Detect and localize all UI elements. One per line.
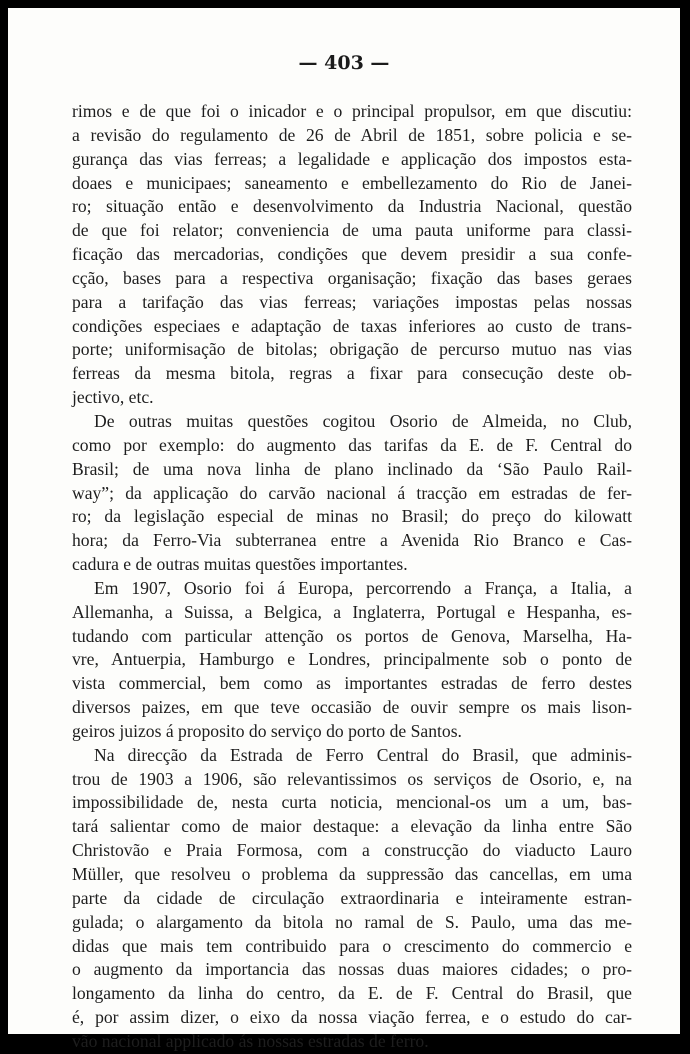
text-line: ro; da legislação especial de minas no Brasil; do preço do kilowatt [72,506,632,527]
text-line: ficação das mercadorias, condições que devem presidir a sua confe- [72,244,632,265]
text-line: Brasil; de uma nova linha de plano inclinado da ‘São Paulo Rail- [72,458,632,479]
text-line: é, por assim dizer, o eixo da nossa viação ferrea, e o estudo do car- [72,1007,632,1028]
text-line: de que foi relator; conveniencia de uma pauta uniforme para classi- [72,220,632,241]
text-line: way”; da applicação do carvão nacional á tracção em estradas de fer- [72,482,632,503]
text-line: como por exemplo: do augmento das tarifas da E. de F. Central do [72,434,632,455]
text-line: porte; uniformisação de bitolas; obrigação de percurso mutuo nas vias [72,339,632,360]
text-line: o augmento da importancia das nossas duas maiores cidades; o pro- [72,959,632,980]
text-line: condições especiaes e adaptação de taxas inferiores ao custo de trans- [72,315,632,336]
text-line: ro; situação então e desenvolvimento da Industria Nacional, questão [72,196,632,217]
text-line: cadura e de outras muitas questões importantes. [72,554,408,575]
text-line: Na direcção da Estrada de Ferro Central do Brasil, que adminis- [94,744,632,765]
text-line: vre, Antuerpia, Hamburgo e Londres, principalmente sob o ponto de [72,649,632,670]
page-number: — 403 — [298,52,390,74]
text-line: gurança das vias ferreas; a legalidade e applicação dos impostos esta- [72,148,632,169]
text-line: Allemanha, a Suissa, a Belgica, a Inglaterra, Portugal e Hespanha, es- [72,601,632,622]
text-line: diversos paizes, em que teve occasião de ouvir sempre os mais lison- [72,697,632,718]
text-line: De outras muitas questões cogitou Osorio de Almeida, no Club, [94,410,632,431]
text-line: tará salientar como de maior destaque: a elevação da linha entre São [72,816,632,837]
text-line: rimos e de que foi o inicador e o principal propulsor, em que discutiu: [72,101,632,121]
paragraph [72,577,632,744]
paragraph [72,410,632,577]
text-line: vão nacional applicado ás nossas estradas de ferro. [72,1030,429,1051]
paragraph [72,744,632,1054]
text-line: cção, bases para a respectiva organisação; fixação das bases geraes [72,267,632,288]
paragraph [72,100,632,410]
text-line: trou de 1903 a 1906, são relevantissimos os serviços de Osorio, e, na [72,768,632,789]
text-line: geiros juizos á proposito do serviço do porto de Santos. [72,720,462,741]
book-page [8,8,680,1051]
text-line: parte da cidade de circulação extraordinaria e inteiramente estran- [72,887,632,908]
text-line: Christovão e Praia Formosa, com a construcção do viaducto Lauro [72,840,632,861]
text-line: longamento da linha do centro, da E. de F. Central do Brasil, que [72,983,632,1004]
text-line: gulada; o alargamento da bitola no ramal de S. Paulo, uma das me- [72,911,632,932]
text-line: vista commercial, bem como as importantes estradas de ferro destes [72,673,632,694]
text-line: para a tarifação das vias ferreas; variações impostas pelas nossas [72,291,632,312]
text-line: a revisão do regulamento de 26 de Abril de 1851, sobre policia e se- [72,124,632,145]
text-line: hora; da Ferro-Via subterranea entre a Avenida Rio Branco e Cas- [72,530,632,551]
text-line: doaes e municipaes; saneamento e embellezamento do Rio de Janei- [72,172,632,193]
text-line: didas que mais tem contribuido para o crescimento do commercio e [72,935,632,956]
body-text [72,100,632,1054]
text-line: Em 1907, Osorio foi á Europa, percorrendo a França, a Italia, a [94,577,632,598]
text-line: tudando com particular attenção os portos de Genova, Marselha, Ha- [72,625,632,646]
text-line: jectivo, etc. [72,387,154,408]
text-line: impossibilidade de, nesta curta noticia, mencional-os um a um, bas- [72,792,632,813]
text-line: Müller, que resolveu o problema da suppressão das cancellas, em uma [72,864,632,884]
text-line: ferreas da mesma bitola, regras a fixar para consecução deste ob- [72,363,632,384]
